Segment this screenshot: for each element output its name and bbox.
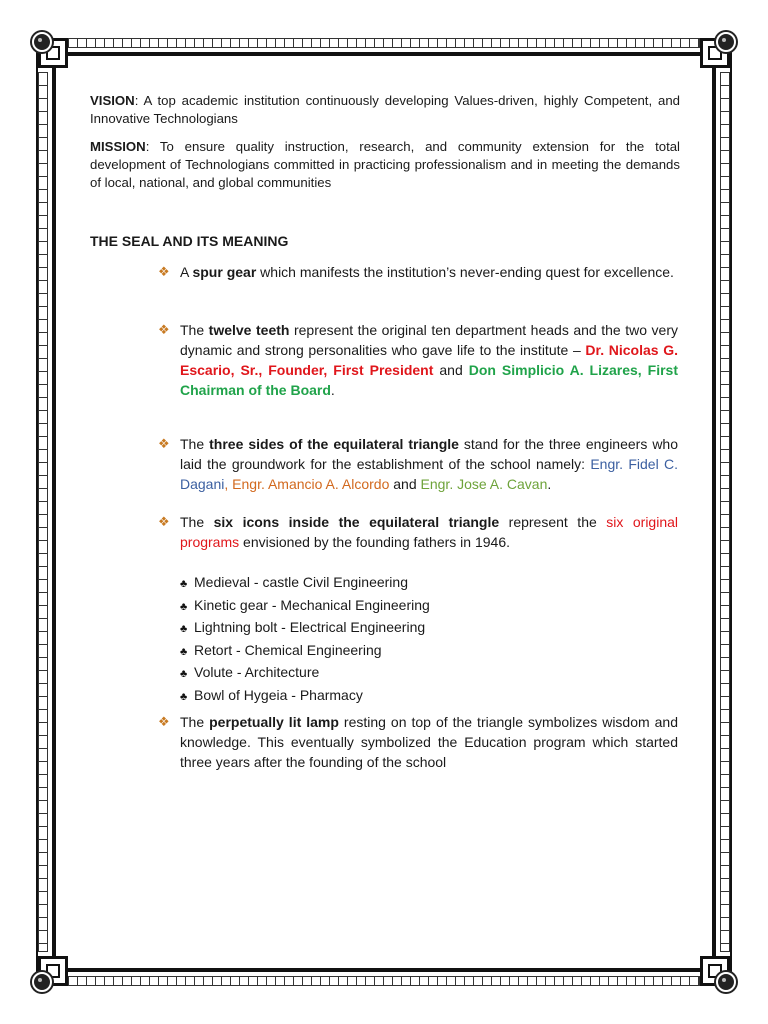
bullet-text: The	[180, 322, 209, 338]
program-icon-list	[180, 572, 430, 707]
border-rail-right	[720, 72, 730, 952]
bullet-text: envisioned by the founding fathers in 1946.	[239, 534, 511, 550]
vision-paragraph	[90, 92, 680, 128]
list-item-text: Lightning bolt - Electrical Engineering	[194, 619, 426, 635]
corner-ornament-bottom-left	[30, 956, 68, 994]
club-bullet-icon: ♣	[180, 623, 188, 635]
bullet-spur-gear	[158, 262, 678, 282]
bullet-bold-text: perpetually lit lamp	[209, 714, 339, 730]
bullet-triangle-sides	[158, 434, 678, 494]
vision-text: : A top academic institution continuously developing Values-driven, highly Competent, and Innovative Technologians	[90, 93, 680, 126]
club-bullet-icon: ♣	[180, 578, 188, 590]
engineer-name-dagani: Engr. Fidel C. Dagani	[180, 456, 678, 492]
bullet-bold-text: spur gear	[192, 264, 257, 280]
club-bullet-icon: ♣	[180, 600, 188, 613]
list-item	[180, 572, 430, 595]
list-item-text: Bowl of Hygeia - Pharmacy	[194, 686, 363, 703]
mission-paragraph	[90, 138, 680, 192]
engineer-name-cavan: Engr. Jose A. Cavan	[420, 476, 548, 492]
vision-label: VISION	[90, 93, 135, 108]
bullet-text: stand for the three engineers who laid the groundwork for the establishment of the school namely:	[180, 436, 678, 472]
club-bullet-icon: ♣	[180, 668, 188, 680]
bullet-lit-lamp	[158, 712, 678, 772]
bullet-text: .	[547, 476, 552, 492]
list-item-text: Kinetic gear - Mechanical Engineering	[194, 596, 430, 613]
list-item-text: Medieval - castle Civil Engineering	[194, 574, 408, 590]
mission-text: : To ensure quality instruction, research, and community extension for the total development of Technologians committed in practicing professionalism and in meeting the demands of local, national, and global communities	[90, 139, 680, 190]
list-item-text: Retort - Chemical Engineering	[194, 641, 382, 658]
list-item-text: Volute - Architecture	[194, 664, 320, 680]
diamond-bullet-icon: ❖	[158, 436, 170, 451]
bullet-text: ,	[224, 476, 233, 492]
founder-name: Dr. Nicolas G. Escario, Sr., Founder, First President	[180, 342, 678, 378]
bullet-text: resting on top of the triangle symbolizes wisdom and knowledge. This eventually symbolized the Education program which started three years after the founding of the school	[180, 714, 679, 770]
corner-ornament-bottom-right	[700, 956, 738, 994]
list-item	[180, 595, 430, 618]
bullet-bold-text: six icons inside the equilateral triangle	[213, 514, 500, 530]
engineer-name-alcordo: Engr. Amancio A. Alcordo	[232, 476, 390, 492]
bullet-six-icons	[158, 512, 678, 552]
border-rail-top	[68, 38, 700, 48]
club-bullet-icon: ♣	[180, 645, 188, 658]
six-programs-text: six original programs	[180, 514, 679, 550]
corner-ornament-top-right	[700, 30, 738, 68]
bullet-text: and	[389, 476, 421, 492]
diamond-bullet-icon: ❖	[158, 714, 170, 729]
list-item	[180, 617, 430, 640]
bullet-text: represent the	[499, 514, 607, 530]
diamond-bullet-icon: ❖	[158, 514, 170, 529]
bullet-text: A	[180, 264, 193, 280]
bullet-text: .	[330, 382, 335, 398]
bullet-bold-text: twelve teeth	[208, 322, 290, 338]
diamond-bullet-icon: ❖	[158, 264, 170, 279]
bullet-bold-text: three sides of the equilateral triangle	[209, 436, 459, 452]
bullet-text: which manifests the institution’s never-ending quest for excellence.	[256, 264, 674, 280]
chairman-name: Don Simplicio A. Lizares, First Chairman of the Board	[180, 362, 679, 398]
bullet-twelve-teeth	[158, 320, 678, 400]
mission-label: MISSION	[90, 139, 146, 154]
bullet-text: The	[180, 714, 210, 730]
list-item	[180, 685, 430, 708]
seal-heading: THE SEAL AND ITS MEANING	[90, 233, 289, 249]
list-item	[180, 640, 430, 663]
bullet-text: The	[180, 514, 214, 530]
bullet-text: represent the original ten department heads and the two very dynamic and strong personalities who gave life to the institute –	[180, 322, 679, 358]
bullet-text: and	[433, 362, 469, 378]
bullet-text: The	[180, 436, 210, 452]
border-rail-bottom	[68, 976, 700, 986]
border-rail-left	[38, 72, 48, 952]
corner-ornament-top-left	[30, 30, 68, 68]
vision-mission-section	[90, 92, 680, 202]
club-bullet-icon: ♣	[180, 690, 188, 703]
diamond-bullet-icon: ❖	[158, 322, 170, 337]
list-item	[180, 662, 430, 685]
